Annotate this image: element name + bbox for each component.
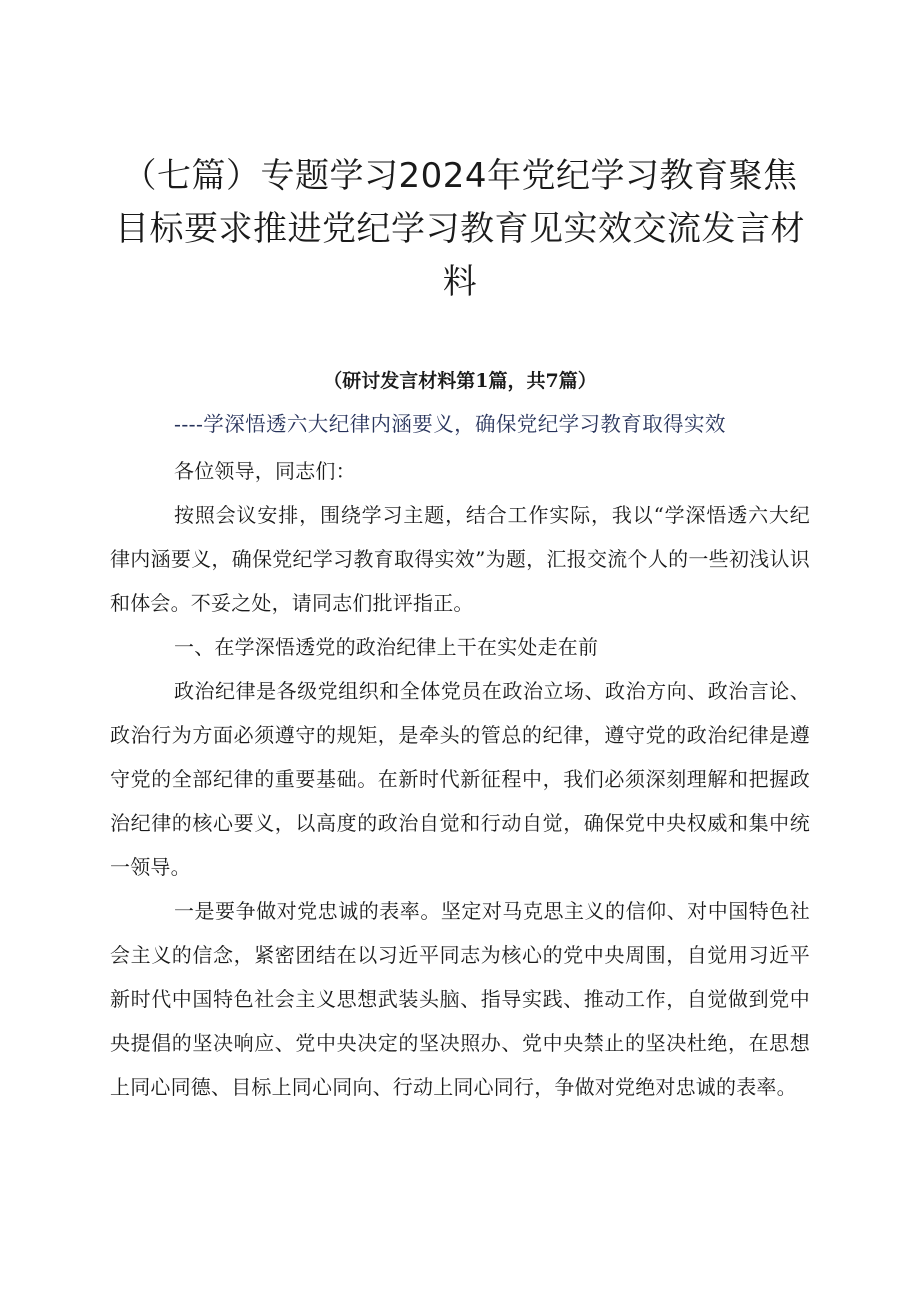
- speech-theme: ----学深悟透六大纪律内涵要义，确保党纪学习教育取得实效: [174, 412, 726, 436]
- salutation: 各位领导，同志们：: [174, 459, 356, 483]
- paragraph-intro: 按照会议安排，围绕学习主题，结合工作实际，我以“学深悟透六大纪律内涵要义，确保党纪学习教育取得实效”为题，汇报交流个人的一些初浅认识和体会。不妥之处，请同志们批评指正。: [110, 503, 810, 615]
- document-body: [110, 449, 810, 1109]
- title-line-1: （七篇）专题学习2024年党纪学习教育聚焦: [122, 156, 798, 196]
- title-line-3: 料: [442, 262, 478, 302]
- document-title: [100, 150, 820, 309]
- paragraph-political-discipline: 政治纪律是各级党组织和全体党员在政治立场、政治方向、政治言论、政治行为方面必须遵守的规矩，是牵头的管总的纪律，遵守党的政治纪律是遵守党的全部纪律的重要基础。在新时代新征程中，我们必须深刻理解和把握政治纪律的核心要义，以高度的政治自觉和行动自觉，确保党中央权威和集中统一领导。: [110, 679, 810, 879]
- title-line-2: 目标要求推进党纪学习教育见实效交流发言材: [115, 209, 805, 249]
- document-subtitle: （研讨发言材料第1篇，共7篇）: [323, 370, 597, 392]
- section-heading-1: 一、在学深悟透党的政治纪律上干在实处走在前: [174, 635, 599, 659]
- paragraph-loyalty: 一是要争做对党忠诚的表率。坚定对马克思主义的信仰、对中国特色社会主义的信念，紧密团结在以习近平同志为核心的党中央周围，自觉用习近平新时代中国特色社会主义思想武装头脑、指导实践、推动工作，自觉做到党中央提倡的坚决响应、党中央决定的坚决照办、党中央禁止的坚决杜绝，在思想上同心同德、目标上同心同向、行动上同心同行，争做对党绝对忠诚的表率。: [110, 899, 810, 1099]
